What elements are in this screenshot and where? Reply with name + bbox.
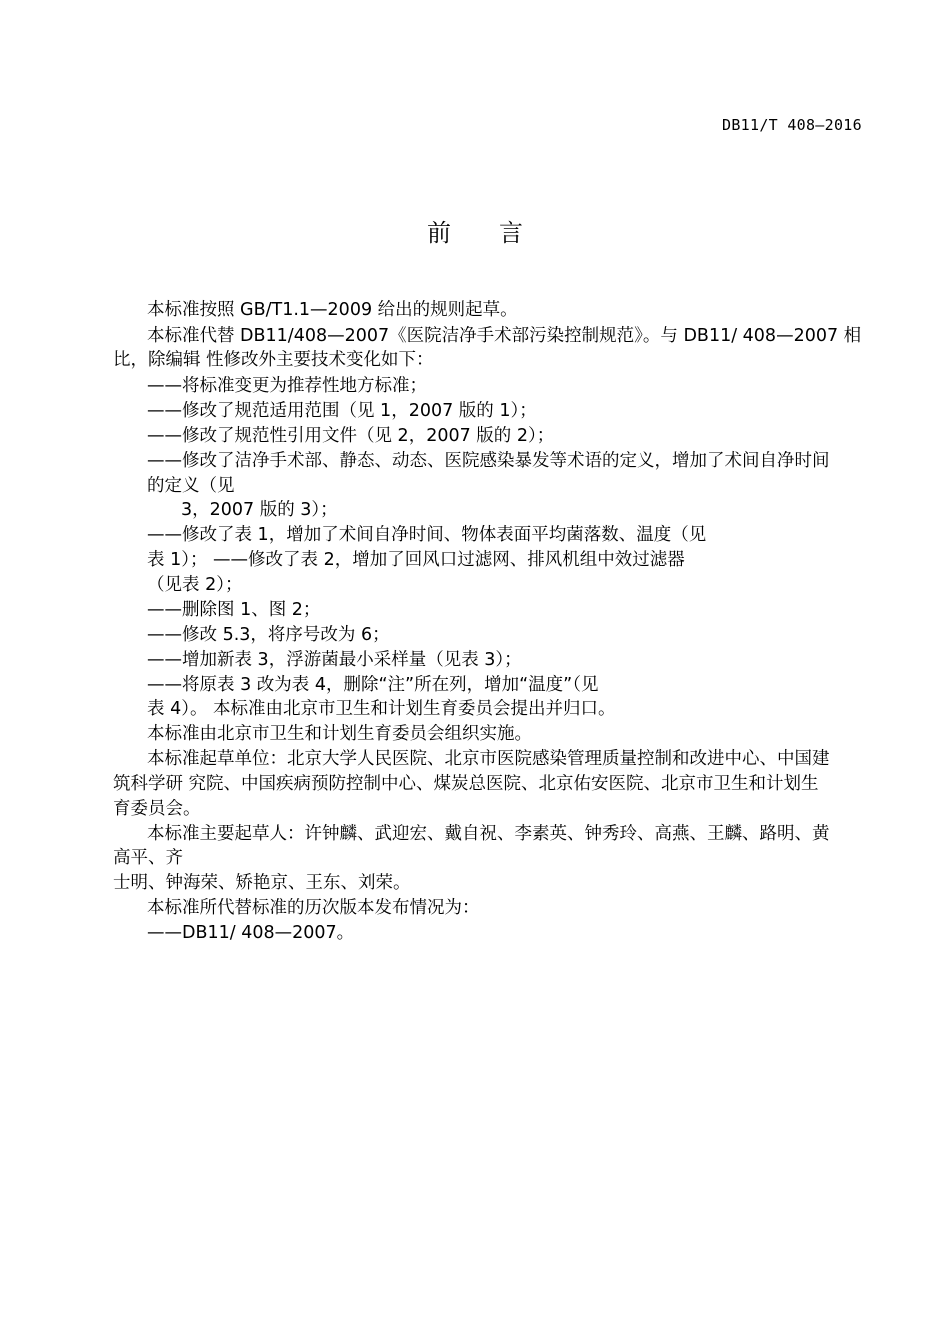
paragraph-line: 比，除编辑 性修改外主要技术变化如下： — [113, 350, 434, 370]
paragraph-line: 士明、钟海荣、矫艳京、王东、刘荣。 — [113, 873, 411, 893]
list-item: ——增加新表 3，浮游菌最小采样量（见表 3）； — [147, 650, 522, 670]
paragraph-line: 育委员会。 — [113, 799, 201, 819]
list-item: ——修改了洁净手术部、静态、动态、医院感染暴发等术语的定义，增加了术间自净时间 — [147, 451, 830, 471]
paragraph-line: 本标准按照 GB/T1.1—2009 给出的规则起草。 — [147, 300, 518, 320]
paragraph-line: 本标准所代替标准的历次版本发布情况为： — [147, 898, 480, 918]
list-item: ——修改 5.3，将序号改为 6； — [147, 625, 390, 645]
list-item: （见表 2）； — [147, 575, 243, 595]
paragraph-line: 表 4）。 本标准由北京市卫生和计划生育委员会提出并归口。 — [147, 699, 616, 719]
list-item: ——修改了规范性引用文件（见 2，2007 版的 2）； — [147, 426, 555, 446]
paragraph-line: 本标准主要起草人：许钟麟、武迎宏、戴自祝、李素英、钟秀玲、高燕、王麟、路明、黄 — [147, 824, 830, 844]
paragraph-line: 本标准代替 DB11/408—2007《医院洁净手术部污染控制规范》。与 DB11/ 408—2007 相 — [147, 326, 862, 346]
list-item: ——DB11/ 408—2007。 — [147, 923, 355, 943]
paragraph-line: 本标准起草单位：北京大学人民医院、北京市医院感染管理质量控制和改进中心、中国建 — [147, 749, 830, 769]
list-item: ——修改了规范适用范围（见 1，2007 版的 1）； — [147, 401, 537, 421]
list-item: ——删除图 1、图 2； — [147, 600, 321, 620]
page-title: 前 言 — [427, 219, 523, 247]
list-item: ——修改了表 1，增加了术间自净时间、物体表面平均菌落数、温度（见 — [147, 525, 707, 545]
list-item: 的定义（见 — [147, 476, 235, 496]
list-item: ——将原表 3 改为表 4，删除“注”所在列，增加“温度”（见 — [147, 675, 599, 695]
paragraph-line: 高平、齐 — [113, 848, 183, 868]
list-item: 表 1）； ——修改了表 2，增加了回风口过滤网、排风机组中效过滤器 — [147, 550, 685, 570]
document-code: DB11/T 408—2016 — [722, 116, 862, 134]
list-item: 3，2007 版的 3）； — [181, 500, 338, 520]
list-item: ——将标准变更为推荐性地方标准； — [147, 376, 427, 396]
paragraph-line: 筑科学研 究院、中国疾病预防控制中心、煤炭总医院、北京佑安医院、北京市卫生和计划生 — [113, 774, 819, 794]
paragraph-line: 本标准由北京市卫生和计划生育委员会组织实施。 — [147, 724, 532, 744]
